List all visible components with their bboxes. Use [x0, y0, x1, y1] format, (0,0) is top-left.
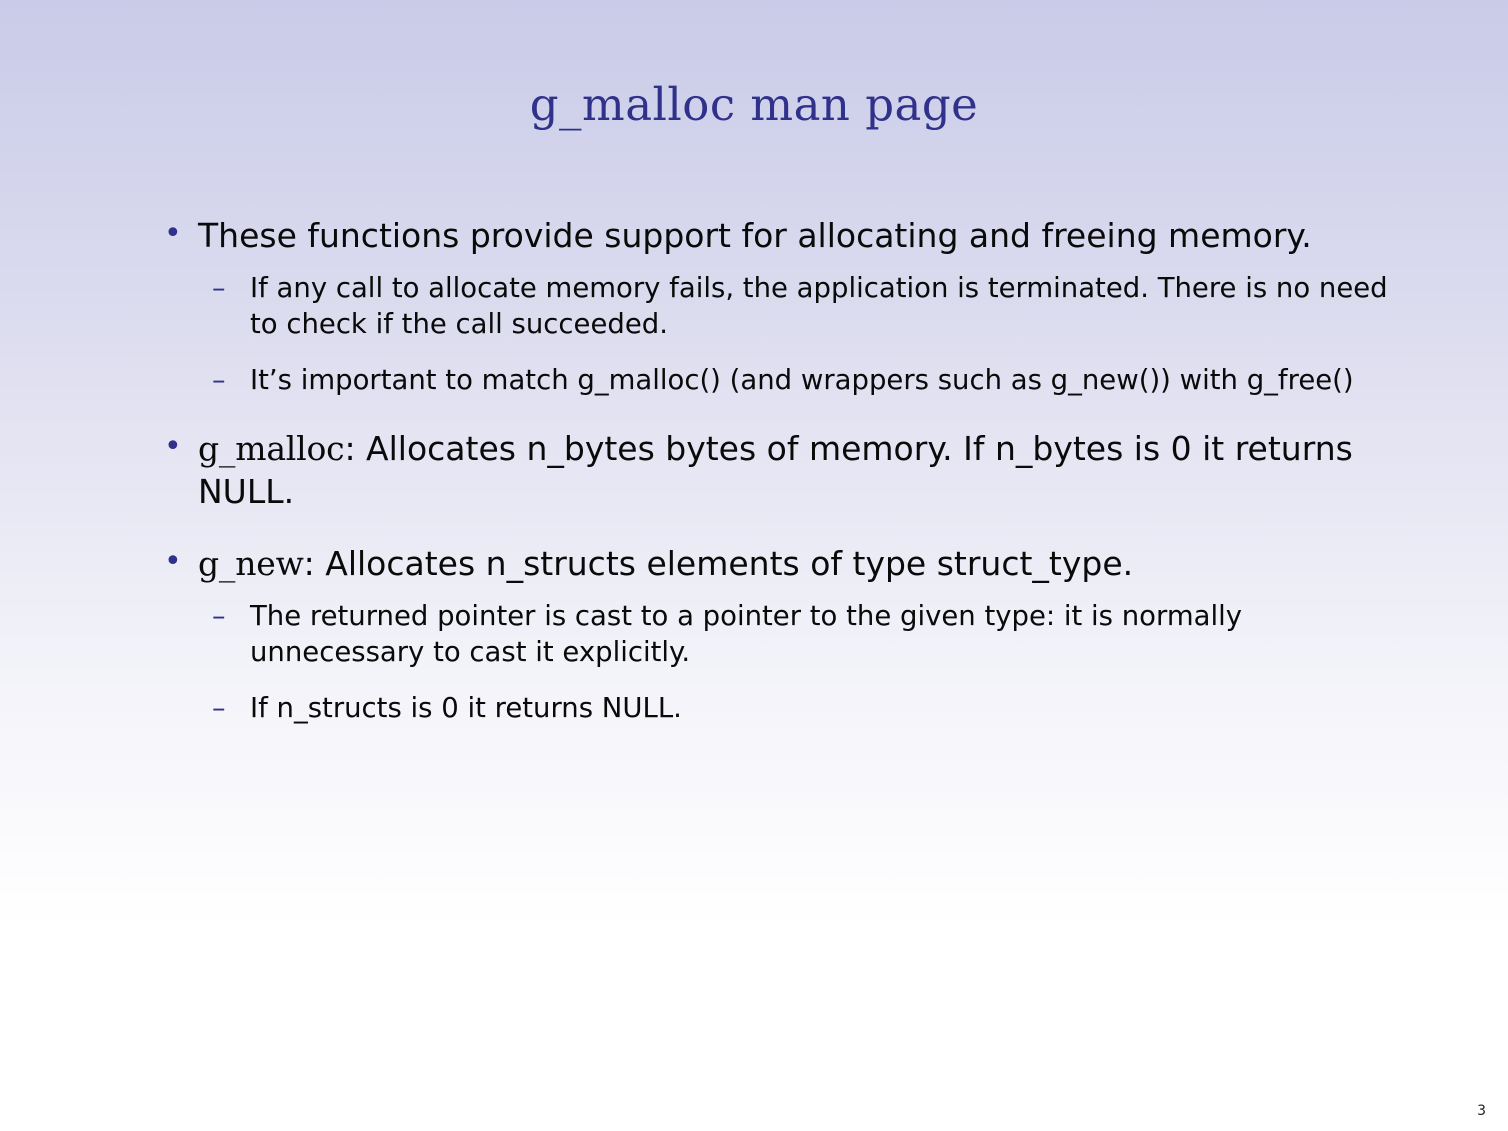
bullet-list [150, 215, 1420, 726]
list-item [150, 543, 1420, 726]
page-title: g_malloc man page [529, 78, 979, 131]
code-g-malloc: g_malloc [198, 429, 345, 469]
list-item [198, 599, 1420, 671]
list-item [198, 363, 1420, 399]
sub-bullet-text-3-1: The returned pointer is cast to a pointer to the given type: it is normally unnecessary to cast it explicitly. [250, 600, 1243, 668]
slide-content [150, 215, 1420, 756]
bullet-body-2: : Allocates n_bytes bytes of memory. If n_bytes is 0 it returns NULL. [198, 429, 1353, 511]
page-number: 3 [1477, 1103, 1486, 1119]
list-item [198, 271, 1420, 343]
sub-bullet-text-1-2: It’s important to match g_malloc() (and wrappers such as g_new()) with g_free() [250, 363, 1354, 396]
bullet-body-1: These functions provide support for allocating and freeing memory. [198, 216, 1312, 255]
sub-bullet-text-3-2: If n_structs is 0 it returns NULL. [250, 691, 682, 724]
code-g-new: g_new [198, 543, 304, 583]
sub-bullet-list-3 [198, 599, 1420, 726]
bullet-body-3: : Allocates n_structs elements of type struct_type. [303, 543, 1134, 583]
bullet-text-3 [198, 543, 1420, 585]
bullet-text-2 [198, 428, 1420, 512]
list-item [150, 428, 1420, 512]
sub-bullet-text-1-1: If any call to allocate memory fails, the application is terminated. There is no need to check if the call succeeded. [250, 272, 1388, 340]
list-item [198, 691, 1420, 727]
bullet-text-1 [198, 215, 1420, 257]
list-item [150, 215, 1420, 398]
sub-bullet-list-1 [198, 271, 1420, 398]
title-area [0, 78, 1508, 131]
